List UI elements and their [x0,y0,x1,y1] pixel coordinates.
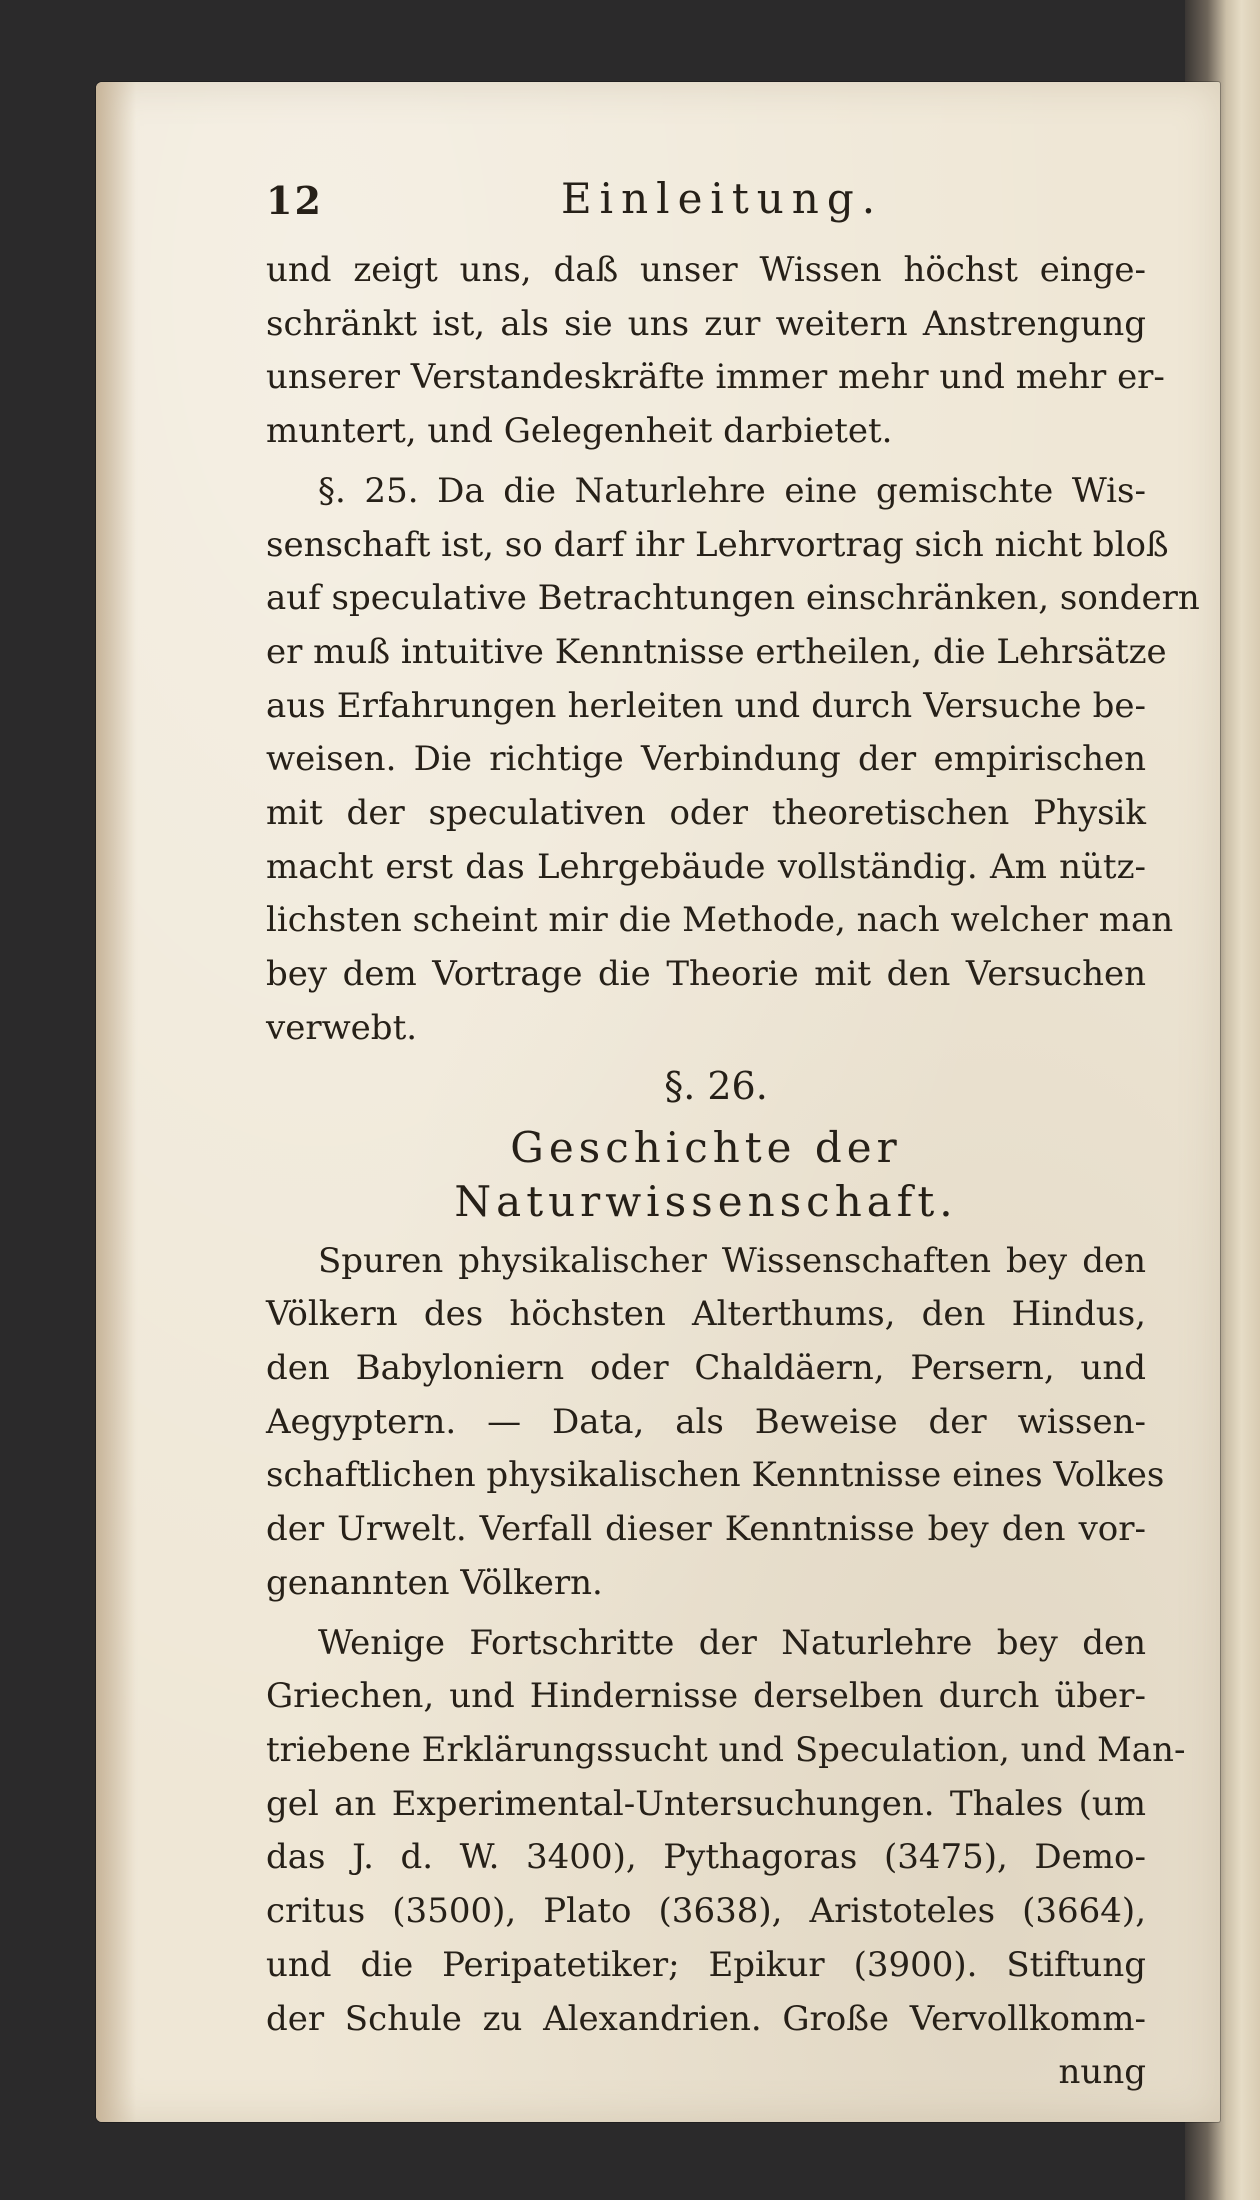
text-line: weisen. Die richtige Verbindung der empirischen [266,739,1146,780]
text-line: unserer Verstandeskräfte immer mehr und mehr er- [266,357,1165,398]
text-line: schaftlichen physikalischen Kenntnisse eines Volkes [266,1455,1165,1496]
book-page [96,82,1220,2122]
text-line: genannten Völkern. [266,1562,603,1603]
paragraph-1 [266,244,1165,459]
text-line: das J. d. W. 3400), Pythagoras (3475), Demo- [266,1837,1146,1878]
text-line: den Babyloniern oder Chaldäern, Persern, und [266,1348,1146,1389]
text-line: und zeigt uns, daß unser Wissen höchst einge- [266,250,1146,290]
section-title: Geschichte der Naturwissenschaft. [454,1123,958,1226]
text-line: Aegyptern. — Data, als Beweise der wissen- [266,1401,1146,1442]
paragraph-4 [266,1617,1186,2047]
text-line: schränkt ist, als sie uns zur weitern Anstrengung [266,303,1146,344]
page-content [266,174,1200,2100]
text-line: der Schule zu Alexandrien. Große Vervollkomm- [266,1998,1146,2039]
text-line: Griechen, und Hindernisse derselben durch über- [266,1676,1146,1717]
page-edge-shadow [96,82,136,2122]
text-line: §. 25. Da die Naturlehre eine gemischte Wis- [318,470,1146,511]
text-line: lichsten scheint mir die Methode, nach welcher man [266,900,1174,941]
text-line: muntert, und Gelegenheit darbietet. [266,411,893,452]
catchword: nung [1058,2052,1146,2093]
text-line: der Urwelt. Verfall dieser Kenntnisse bey den vor- [266,1509,1146,1550]
page-header [266,174,1146,244]
text-line: und die Peripatetiker; Epikur (3900). Stiftung [266,1944,1146,1985]
text-line: senschaft ist, so darf ihr Lehrvortrag sich nicht bloß [266,524,1169,565]
text-line: Spuren physikalischer Wissenschaften bey den [318,1240,1146,1281]
text-line: verwebt. [266,1007,418,1048]
text-line: macht erst das Lehrgebäude vollständig. Am nütz- [266,846,1146,887]
text-line: Wenige Fortschritte der Naturlehre bey den [318,1622,1146,1663]
text-line: triebene Erklärungssucht und Speculation, und Man- [266,1729,1186,1770]
text-line: gel an Experimental-Untersuchungen. Thales (um [266,1783,1146,1824]
page-number: 12 [266,178,323,223]
text-line: auf speculative Betrachtungen einschränken, sondern [266,578,1200,619]
text-line: bey dem Vortrage die Theorie mit den Versuchen [266,954,1146,995]
running-title: Einleitung. [561,174,884,223]
text-line: er muß intuitive Kenntnisse ertheilen, die Lehrsätze [266,631,1167,672]
text-line: aus Erfahrungen herleiten und durch Versuche be- [266,685,1146,726]
paragraph-2 [266,465,1200,1056]
text-line: Völkern des höchsten Alterthums, den Hindus, [266,1294,1146,1335]
section-number: §. 26. [664,1063,768,1108]
paragraph-3 [266,1235,1165,1611]
text-line: critus (3500), Plato (3638), Aristoteles (3664), [266,1891,1146,1932]
text-line: mit der speculativen oder theoretischen Physik [266,793,1146,834]
